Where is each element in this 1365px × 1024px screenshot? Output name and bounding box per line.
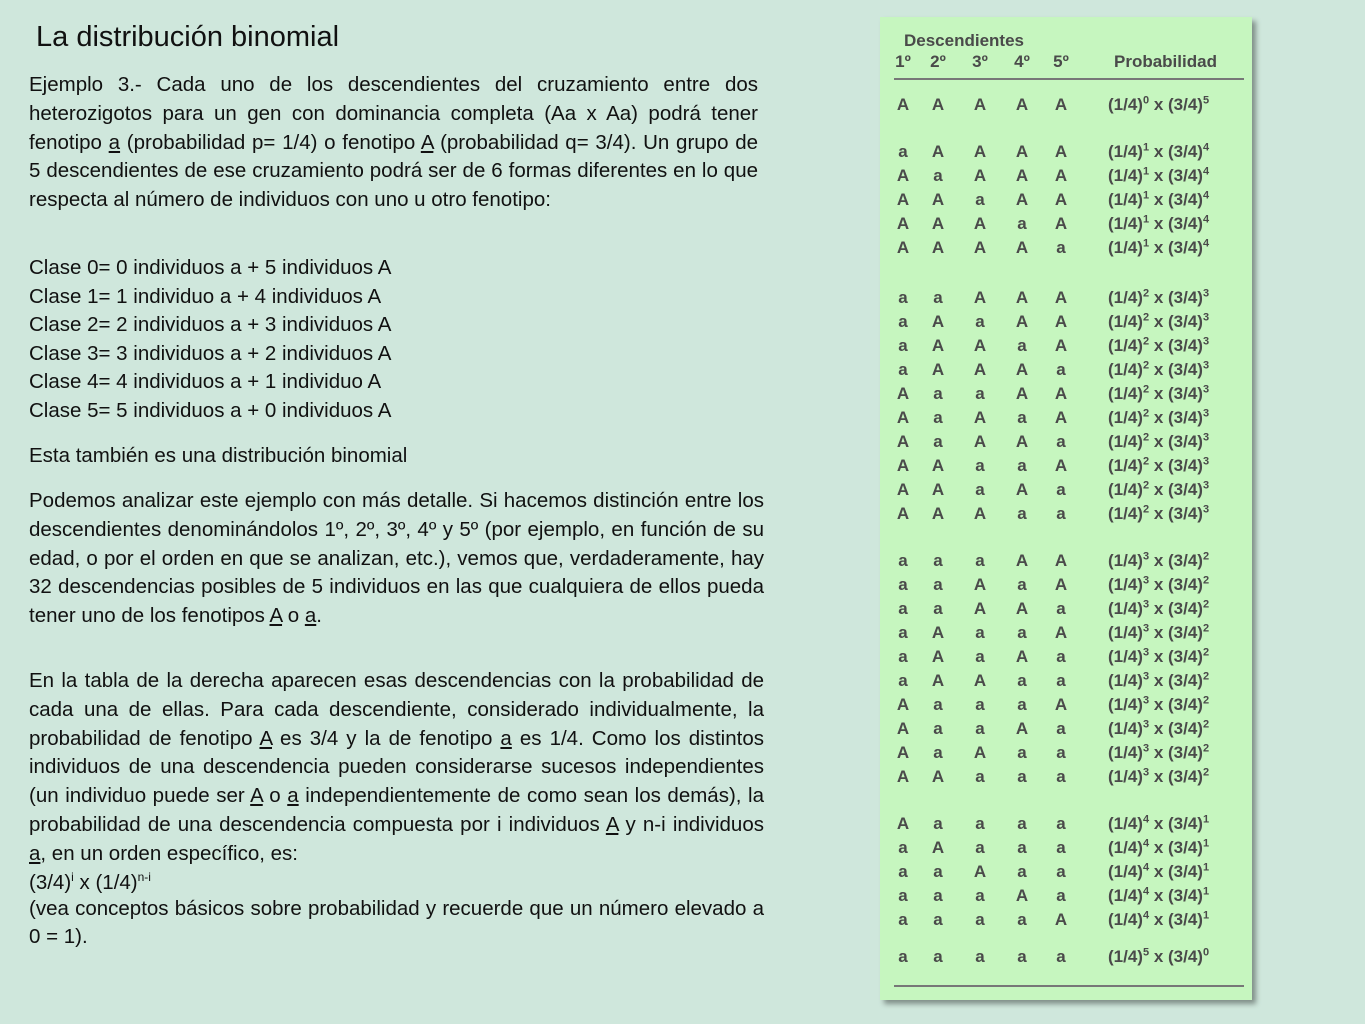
table-row bbox=[880, 838, 1252, 862]
phenotype-cell: a bbox=[975, 551, 985, 570]
probability-cell: $(1/4)^3$ x $(3/4)^2$ bbox=[1108, 670, 1210, 690]
phenotype-cell: A bbox=[1054, 142, 1068, 161]
phenotype-cell: a bbox=[1017, 214, 1027, 233]
phenotype-cell: a bbox=[933, 695, 943, 714]
phenotype-cell: a bbox=[975, 480, 985, 499]
phenotype-cell: A bbox=[1054, 408, 1068, 427]
table-explanation: En la tabla de la derecha aparecen esas descendencias con la probabilidad de cada una de ellas. Para cada descendiente, considerado individualmente, la probabilidad de fenotipo A es 3/4 y la de fenotipo a es 1/4. Como los distintos individuos de una descendencia pueden considerarse sucesos independientes (un individuo puede ser A o a independientemente de como sean los demás), la probabilidad de una descendencia compuesta por i individuos A y n-i individuos a, en un orden específico, es: $(3/4)^i$ x $(1/4)^{n-i}$ (vea conceptos básicos sobre probabilidad y recuerde que un número elevado a 0 = 1). bbox=[29, 669, 764, 949]
phenotype-cell: a bbox=[933, 947, 943, 966]
probability-cell: $(1/4)^3$ x $(3/4)^2$ bbox=[1108, 766, 1210, 786]
col-header-2: 2º bbox=[930, 52, 946, 71]
phenotype-cell: A bbox=[1015, 95, 1029, 114]
phenotype-cell: a bbox=[1056, 947, 1066, 966]
phenotype-cell: A bbox=[1054, 312, 1068, 331]
table-row bbox=[880, 288, 1252, 312]
phenotype-cell: a bbox=[898, 336, 908, 355]
col-header-1: 1º bbox=[895, 52, 911, 71]
phenotype-cell: a bbox=[1056, 360, 1066, 379]
phenotype-cell: a bbox=[1017, 456, 1027, 475]
table-row bbox=[880, 214, 1252, 238]
phenotype-cell: a bbox=[933, 575, 943, 594]
phenotype-cell: a bbox=[975, 456, 985, 475]
phenotype-cell: a bbox=[1056, 647, 1066, 666]
phenotype-cell: a bbox=[1017, 910, 1027, 929]
phenotype-cell: a bbox=[898, 575, 908, 594]
table-row bbox=[880, 814, 1252, 838]
phenotype-cell: a bbox=[975, 947, 985, 966]
probability-cell: $(1/4)^0$ x $(3/4)^5$ bbox=[1108, 94, 1210, 114]
class-line: Clase 1= 1 individuo a + 4 individuos A bbox=[29, 284, 382, 308]
class-line: Clase 3= 3 individuos a + 2 individuos A bbox=[29, 341, 392, 365]
probability-cell: $(1/4)^3$ x $(3/4)^2$ bbox=[1108, 622, 1210, 642]
phenotype-cell: A bbox=[1015, 384, 1029, 403]
phenotype-cell: a bbox=[933, 551, 943, 570]
class-line: Clase 5= 5 individuos a + 0 individuos A bbox=[29, 398, 392, 422]
phenotype-cell: A bbox=[973, 288, 987, 307]
phenotype-cell: A bbox=[1054, 384, 1068, 403]
phenotype-cell: A bbox=[896, 504, 910, 523]
phenotype-cell: A bbox=[1054, 95, 1068, 114]
descendants-table bbox=[880, 17, 1252, 1000]
phenotype-cell: A bbox=[1054, 695, 1068, 714]
phenotype-cell: a bbox=[975, 312, 985, 331]
probability-cell: $(1/4)^1$ x $(3/4)^4$ bbox=[1108, 213, 1210, 233]
probability-cell: $(1/4)^5$ x $(3/4)^0$ bbox=[1108, 946, 1210, 966]
phenotype-cell: A bbox=[931, 647, 945, 666]
phenotype-cell: a bbox=[1017, 671, 1027, 690]
phenotype-cell: A bbox=[1015, 288, 1029, 307]
descendants-header: Descendientes bbox=[904, 31, 1024, 50]
phenotype-cell: a bbox=[898, 947, 908, 966]
phenotype-cell: a bbox=[1017, 814, 1027, 833]
table-row bbox=[880, 166, 1252, 190]
table-row bbox=[880, 432, 1252, 456]
probability-cell: $(1/4)^3$ x $(3/4)^2$ bbox=[1108, 742, 1210, 762]
col-header-5: 5º bbox=[1053, 52, 1069, 71]
phenotype-cell: A bbox=[1015, 238, 1029, 257]
phenotype-cell: A bbox=[1015, 551, 1029, 570]
phenotype-cell: A bbox=[931, 504, 945, 523]
phenotype-cell: A bbox=[973, 408, 987, 427]
phenotype-cell: A bbox=[1015, 142, 1029, 161]
phenotype-cell: A bbox=[896, 719, 910, 738]
phenotype-cell: A bbox=[973, 336, 987, 355]
probability-header: Probabilidad bbox=[1114, 52, 1217, 71]
table-row bbox=[880, 599, 1252, 623]
probability-cell: $(1/4)^1$ x $(3/4)^4$ bbox=[1108, 237, 1210, 257]
probability-cell: $(1/4)^1$ x $(3/4)^4$ bbox=[1108, 165, 1210, 185]
table-row bbox=[880, 695, 1252, 719]
table-row bbox=[880, 551, 1252, 575]
phenotype-cell: a bbox=[1017, 408, 1027, 427]
probability-cell: $(1/4)^2$ x $(3/4)^3$ bbox=[1108, 455, 1210, 475]
phenotype-cell: a bbox=[898, 360, 908, 379]
phenotype-cell: A bbox=[1054, 288, 1068, 307]
phenotype-cell: A bbox=[1054, 575, 1068, 594]
phenotype-cell: A bbox=[931, 480, 945, 499]
phenotype-cell: a bbox=[1056, 886, 1066, 905]
phenotype-cell: A bbox=[896, 95, 910, 114]
table-row bbox=[880, 456, 1252, 480]
table-row bbox=[880, 719, 1252, 743]
probability-cell: $(1/4)^1$ x $(3/4)^4$ bbox=[1108, 141, 1210, 161]
phenotype-cell: a bbox=[1017, 623, 1027, 642]
phenotype-cell: a bbox=[933, 166, 943, 185]
phenotype-cell: a bbox=[1017, 743, 1027, 762]
probability-cell: $(1/4)^4$ x $(3/4)^1$ bbox=[1108, 885, 1210, 905]
phenotype-cell: A bbox=[896, 238, 910, 257]
phenotype-cell: a bbox=[1017, 838, 1027, 857]
phenotype-cell: A bbox=[896, 408, 910, 427]
phenotype-cell: A bbox=[896, 814, 910, 833]
phenotype-cell: A bbox=[931, 312, 945, 331]
table-row bbox=[880, 504, 1252, 528]
intro-paragraph: Ejemplo 3.- Cada uno de los descendientes del cruzamiento entre dos heterozigotos para un gen con dominancia completa (Aa x Aa) podrá tener fenotipo a (probabilidad p= 1/4) o fenotipo A (probabilidad q= 3/4). Un grupo de 5 descendientes de ese cruzamiento podrá ser de 6 formas diferentes en lo que respecta al número de individuos con uno u otro fenotipo: bbox=[29, 73, 758, 212]
phenotype-cell: a bbox=[1017, 575, 1027, 594]
phenotype-cell: a bbox=[898, 312, 908, 331]
phenotype-cell: a bbox=[898, 671, 908, 690]
phenotype-cell: A bbox=[1015, 886, 1029, 905]
phenotype-cell: a bbox=[975, 719, 985, 738]
detail-paragraph: Podemos analizar este ejemplo con más detalle. Si hacemos distinción entre los descendientes denominándolos 1º, 2º, 3º, 4º y 5º (por ejemplo, en función de su edad, o por el orden en que se analizan, etc.), vemos que, verdaderamente, hay 32 descendencias posibles de 5 individuos en las que cualquiera de ellos pueda tener uno de los fenotipos A o a. bbox=[29, 489, 764, 628]
phenotype-cell: a bbox=[1056, 671, 1066, 690]
table-row bbox=[880, 743, 1252, 767]
phenotype-cell: A bbox=[1015, 312, 1029, 331]
probability-cell: $(1/4)^2$ x $(3/4)^3$ bbox=[1108, 311, 1210, 331]
phenotype-cell: a bbox=[933, 384, 943, 403]
phenotype-cell: A bbox=[931, 238, 945, 257]
probability-cell: $(1/4)^2$ x $(3/4)^3$ bbox=[1108, 359, 1210, 379]
phenotype-cell: a bbox=[1017, 767, 1027, 786]
phenotype-cell: A bbox=[931, 671, 945, 690]
phenotype-cell: A bbox=[1054, 910, 1068, 929]
phenotype-cell: a bbox=[933, 862, 943, 881]
phenotype-cell: a bbox=[933, 719, 943, 738]
phenotype-cell: A bbox=[896, 166, 910, 185]
table-row bbox=[880, 947, 1252, 971]
probability-cell: $(1/4)^4$ x $(3/4)^1$ bbox=[1108, 813, 1210, 833]
phenotype-cell: a bbox=[898, 623, 908, 642]
probability-cell: $(1/4)^4$ x $(3/4)^1$ bbox=[1108, 861, 1210, 881]
phenotype-cell: A bbox=[896, 767, 910, 786]
table-row bbox=[880, 312, 1252, 336]
table-row bbox=[880, 575, 1252, 599]
phenotype-cell: a bbox=[975, 910, 985, 929]
phenotype-cell: A bbox=[973, 360, 987, 379]
phenotype-cell: a bbox=[1056, 767, 1066, 786]
phenotype-cell: a bbox=[1056, 238, 1066, 257]
phenotype-cell: A bbox=[973, 671, 987, 690]
phenotype-cell: A bbox=[973, 575, 987, 594]
table-row bbox=[880, 238, 1252, 262]
phenotype-cell: a bbox=[933, 743, 943, 762]
phenotype-cell: A bbox=[1054, 623, 1068, 642]
probability-cell: $(1/4)^3$ x $(3/4)^2$ bbox=[1108, 718, 1210, 738]
phenotype-cell: a bbox=[1017, 336, 1027, 355]
phenotype-cell: a bbox=[898, 647, 908, 666]
probability-cell: $(1/4)^4$ x $(3/4)^1$ bbox=[1108, 837, 1210, 857]
probability-cell: $(1/4)^4$ x $(3/4)^1$ bbox=[1108, 909, 1210, 929]
phenotype-cell: A bbox=[973, 504, 987, 523]
probability-cell: $(1/4)^3$ x $(3/4)^2$ bbox=[1108, 550, 1210, 570]
phenotype-cell: A bbox=[1054, 166, 1068, 185]
phenotype-cell: a bbox=[1056, 719, 1066, 738]
probability-cell: $(1/4)^1$ x $(3/4)^4$ bbox=[1108, 189, 1210, 209]
phenotype-cell: a bbox=[1017, 862, 1027, 881]
table-row bbox=[880, 910, 1252, 934]
phenotype-cell: A bbox=[896, 456, 910, 475]
phenotype-cell: a bbox=[1056, 743, 1066, 762]
probability-formula: $(3/4)^i$ x $(1/4)^{n-i}$ bbox=[29, 869, 151, 894]
phenotype-cell: a bbox=[898, 886, 908, 905]
phenotype-cell: A bbox=[931, 336, 945, 355]
probability-cell: $(1/4)^3$ x $(3/4)^2$ bbox=[1108, 598, 1210, 618]
phenotype-cell: a bbox=[898, 142, 908, 161]
phenotype-cell: a bbox=[933, 886, 943, 905]
phenotype-cell: A bbox=[931, 360, 945, 379]
table-row bbox=[880, 95, 1252, 119]
table-row bbox=[880, 142, 1252, 166]
phenotype-cell: a bbox=[1056, 480, 1066, 499]
phenotype-cell: A bbox=[896, 480, 910, 499]
class-line: Clase 4= 4 individuos a + 1 individuo A bbox=[29, 370, 382, 394]
phenotype-cell: A bbox=[1054, 456, 1068, 475]
phenotype-cell: A bbox=[973, 432, 987, 451]
phenotype-cell: A bbox=[1054, 336, 1068, 355]
phenotype-cell: A bbox=[973, 166, 987, 185]
phenotype-cell: A bbox=[931, 95, 945, 114]
probability-cell: $(1/4)^2$ x $(3/4)^3$ bbox=[1108, 407, 1210, 427]
table-row bbox=[880, 671, 1252, 695]
table-row bbox=[880, 360, 1252, 384]
probability-cell: $(1/4)^3$ x $(3/4)^2$ bbox=[1108, 574, 1210, 594]
class-line: Clase 0= 0 individuos a + 5 individuos A bbox=[29, 256, 392, 279]
phenotype-cell: a bbox=[933, 408, 943, 427]
probability-cell: $(1/4)^2$ x $(3/4)^3$ bbox=[1108, 479, 1210, 499]
table-row bbox=[880, 767, 1252, 791]
phenotype-cell: a bbox=[1056, 814, 1066, 833]
phenotype-cell: a bbox=[1017, 504, 1027, 523]
phenotype-cell: a bbox=[975, 886, 985, 905]
phenotype-cell: A bbox=[896, 743, 910, 762]
phenotype-cell: a bbox=[975, 190, 985, 209]
phenotype-cell: a bbox=[898, 599, 908, 618]
table-row bbox=[880, 647, 1252, 671]
phenotype-cell: a bbox=[933, 910, 943, 929]
phenotype-cell: A bbox=[931, 214, 945, 233]
phenotype-cell: A bbox=[1015, 190, 1029, 209]
phenotype-cell: a bbox=[933, 814, 943, 833]
probability-cell: $(1/4)^2$ x $(3/4)^3$ bbox=[1108, 383, 1210, 403]
phenotype-cell: A bbox=[1054, 190, 1068, 209]
phenotype-cell: A bbox=[973, 95, 987, 114]
class-line: Clase 2= 2 individuos a + 3 individuos A bbox=[29, 313, 392, 337]
table-row bbox=[880, 623, 1252, 647]
phenotype-cell: a bbox=[898, 288, 908, 307]
phenotype-cell: a bbox=[1056, 862, 1066, 881]
phenotype-cell: A bbox=[896, 190, 910, 209]
phenotype-cell: a bbox=[1017, 695, 1027, 714]
phenotype-cell: A bbox=[931, 456, 945, 475]
phenotype-cell: a bbox=[975, 647, 985, 666]
phenotype-cell: A bbox=[931, 190, 945, 209]
phenotype-cell: a bbox=[975, 623, 985, 642]
phenotype-cell: a bbox=[975, 384, 985, 403]
page-title: La distribución binomial bbox=[36, 21, 340, 53]
phenotype-cell: A bbox=[1015, 480, 1029, 499]
phenotype-cell: A bbox=[931, 767, 945, 786]
phenotype-cell: A bbox=[896, 384, 910, 403]
phenotype-cell: a bbox=[898, 862, 908, 881]
phenotype-cell: a bbox=[1056, 599, 1066, 618]
phenotype-cell: a bbox=[1017, 947, 1027, 966]
col-header-3: 3º bbox=[972, 52, 988, 71]
table-row bbox=[880, 408, 1252, 432]
phenotype-cell: a bbox=[1056, 838, 1066, 857]
table-row bbox=[880, 336, 1252, 360]
phenotype-cell: A bbox=[931, 142, 945, 161]
probability-cell: $(1/4)^3$ x $(3/4)^2$ bbox=[1108, 694, 1210, 714]
phenotype-cell: A bbox=[973, 599, 987, 618]
phenotype-cell: a bbox=[975, 767, 985, 786]
table-row bbox=[880, 480, 1252, 504]
table-row bbox=[880, 384, 1252, 408]
table-row bbox=[880, 862, 1252, 886]
phenotype-cell: A bbox=[896, 214, 910, 233]
phenotype-cell: A bbox=[973, 142, 987, 161]
phenotype-cell: A bbox=[973, 238, 987, 257]
probability-cell: $(1/4)^2$ x $(3/4)^3$ bbox=[1108, 287, 1210, 307]
table-row bbox=[880, 886, 1252, 910]
phenotype-cell: A bbox=[1015, 432, 1029, 451]
table-row bbox=[880, 190, 1252, 214]
bottom-divider bbox=[894, 985, 1244, 987]
phenotype-cell: a bbox=[1056, 504, 1066, 523]
phenotype-cell: a bbox=[933, 288, 943, 307]
phenotype-cell: a bbox=[898, 910, 908, 929]
probability-cell: $(1/4)^2$ x $(3/4)^3$ bbox=[1108, 335, 1210, 355]
phenotype-cell: A bbox=[1015, 719, 1029, 738]
phenotype-cell: a bbox=[975, 814, 985, 833]
phenotype-cell: A bbox=[1054, 551, 1068, 570]
phenotype-cell: A bbox=[973, 743, 987, 762]
phenotype-cell: A bbox=[1015, 360, 1029, 379]
phenotype-cell: A bbox=[1015, 166, 1029, 185]
phenotype-cell: A bbox=[1015, 599, 1029, 618]
col-header-4: 4º bbox=[1014, 52, 1030, 71]
phenotype-cell: a bbox=[898, 551, 908, 570]
phenotype-cell: A bbox=[931, 838, 945, 857]
phenotype-cell: a bbox=[898, 838, 908, 857]
phenotype-cell: a bbox=[975, 838, 985, 857]
phenotype-cell: a bbox=[975, 695, 985, 714]
header-divider bbox=[894, 78, 1244, 80]
probability-cell: $(1/4)^3$ x $(3/4)^2$ bbox=[1108, 646, 1210, 666]
phenotype-cell: A bbox=[1015, 647, 1029, 666]
classes-list bbox=[29, 254, 391, 426]
phenotype-cell: A bbox=[931, 623, 945, 642]
phenotype-cell: A bbox=[896, 432, 910, 451]
probability-cell: $(1/4)^2$ x $(3/4)^3$ bbox=[1108, 503, 1210, 523]
phenotype-cell: A bbox=[1054, 214, 1068, 233]
phenotype-cell: a bbox=[933, 599, 943, 618]
phenotype-cell: a bbox=[1056, 432, 1066, 451]
probability-cell: $(1/4)^2$ x $(3/4)^3$ bbox=[1108, 431, 1210, 451]
binomial-note: Esta también es una distribución binomial bbox=[29, 444, 408, 467]
phenotype-cell: A bbox=[896, 695, 910, 714]
phenotype-cell: a bbox=[933, 432, 943, 451]
phenotype-cell: A bbox=[973, 862, 987, 881]
phenotype-cell: A bbox=[973, 214, 987, 233]
